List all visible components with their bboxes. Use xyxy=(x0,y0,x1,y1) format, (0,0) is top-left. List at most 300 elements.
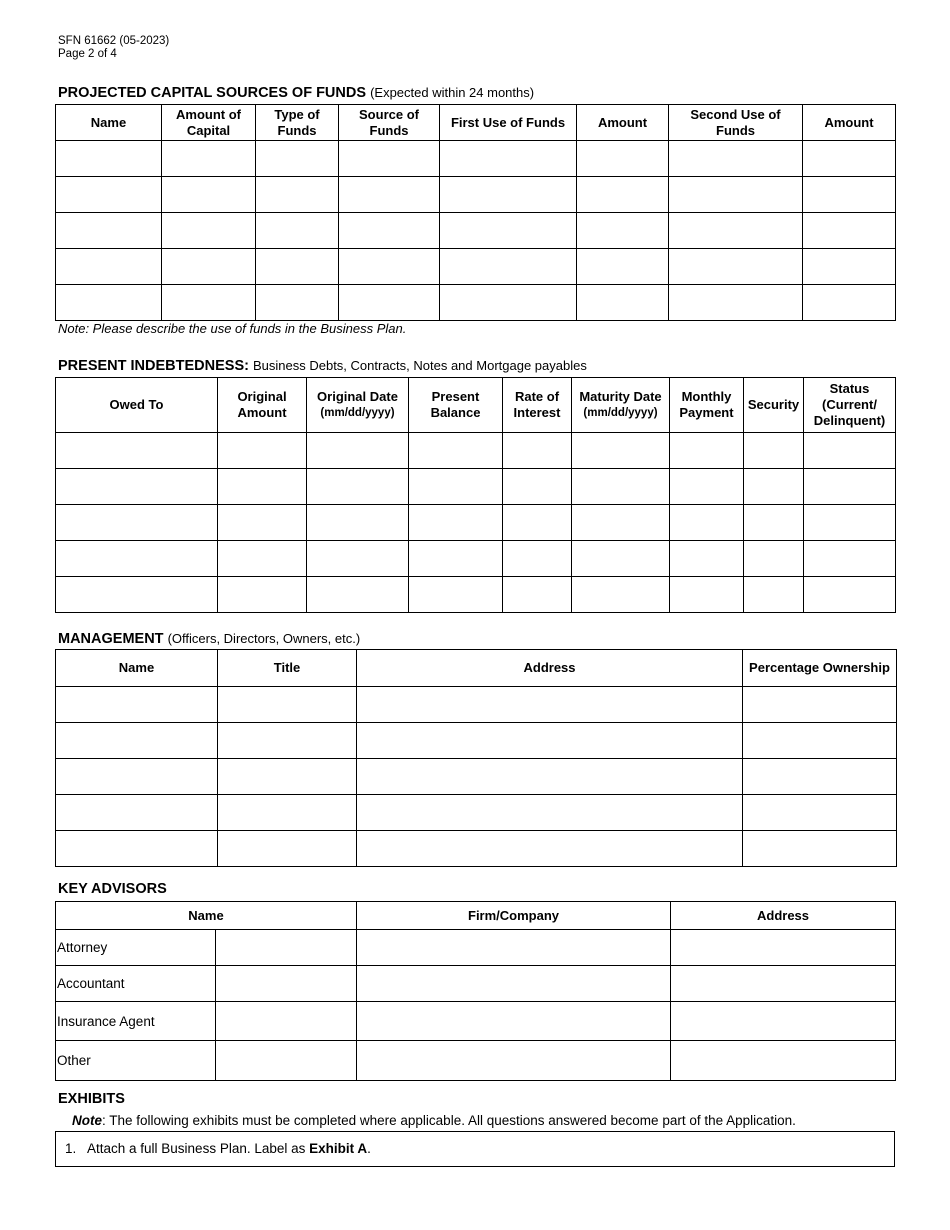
cell-input[interactable] xyxy=(804,296,894,310)
form-cell[interactable] xyxy=(256,213,339,249)
advisor-address-input[interactable] xyxy=(672,941,894,955)
form-cell[interactable] xyxy=(804,505,896,541)
cell-input[interactable] xyxy=(578,224,667,238)
exhibits-heading: EXHIBITS xyxy=(58,1091,125,1107)
indebtedness-heading: PRESENT INDEBTEDNESS: xyxy=(58,358,249,374)
cell-input[interactable] xyxy=(504,480,570,494)
form-cell[interactable] xyxy=(56,285,162,321)
cell-input[interactable] xyxy=(670,296,801,310)
cell-input[interactable] xyxy=(358,698,741,712)
cell-input[interactable] xyxy=(410,480,501,494)
cell-input[interactable] xyxy=(670,224,801,238)
advisor-firm-field[interactable] xyxy=(357,1002,671,1041)
form-cell[interactable] xyxy=(804,541,896,577)
table-row xyxy=(56,505,896,541)
form-number: SFN 61662 (05-2023) xyxy=(58,35,170,47)
projected-capital-note: Note: Please describe the use of funds in the Business Plan. xyxy=(58,321,407,336)
advisor-name-field[interactable] xyxy=(216,930,357,966)
cell-input[interactable] xyxy=(504,516,570,530)
form-cell[interactable] xyxy=(744,577,804,613)
form-cell[interactable] xyxy=(56,541,218,577)
cell-input[interactable] xyxy=(57,552,216,566)
form-cell[interactable] xyxy=(503,505,572,541)
maturity-date-label: Maturity Date xyxy=(579,389,662,404)
cell-input[interactable] xyxy=(804,260,894,274)
form-cell[interactable] xyxy=(357,831,743,867)
cell-input[interactable] xyxy=(504,588,570,602)
cell-input[interactable] xyxy=(745,480,802,494)
cell-input[interactable] xyxy=(441,224,575,238)
form-cell[interactable] xyxy=(440,285,577,321)
exhibits-note-label: Note xyxy=(72,1113,102,1128)
cell-input[interactable] xyxy=(57,188,160,202)
advisor-label-other: Other xyxy=(56,1041,216,1081)
cell-input[interactable] xyxy=(57,698,216,712)
cell-input[interactable] xyxy=(744,698,895,712)
management-heading: MANAGEMENT xyxy=(58,631,164,647)
form-cell[interactable] xyxy=(256,177,339,213)
advisor-name-input[interactable] xyxy=(217,977,355,991)
cell-input[interactable] xyxy=(57,224,160,238)
cell-input[interactable] xyxy=(671,552,742,566)
form-cell[interactable] xyxy=(307,469,409,505)
cell-input[interactable] xyxy=(163,260,254,274)
cell-input[interactable] xyxy=(163,224,254,238)
cell-input[interactable] xyxy=(441,296,575,310)
cell-input[interactable] xyxy=(340,296,438,310)
cell-input[interactable] xyxy=(670,260,801,274)
exhibit-item-label: Exhibit A xyxy=(309,1141,368,1156)
cell-input[interactable] xyxy=(744,806,895,820)
form-cell[interactable] xyxy=(670,433,744,469)
form-cell[interactable] xyxy=(669,177,803,213)
form-cell[interactable] xyxy=(804,469,896,505)
cell-input[interactable] xyxy=(57,770,216,784)
cell-input[interactable] xyxy=(805,444,894,458)
page-number: Page 2 of 4 xyxy=(58,48,117,60)
cell-input[interactable] xyxy=(671,444,742,458)
cell-input[interactable] xyxy=(744,734,895,748)
col-header-amount-2: Amount xyxy=(803,105,896,141)
cell-input[interactable] xyxy=(441,260,575,274)
form-cell[interactable] xyxy=(440,213,577,249)
cell-input[interactable] xyxy=(805,516,894,530)
form-cell[interactable] xyxy=(162,249,256,285)
cell-input[interactable] xyxy=(257,188,337,202)
cell-input[interactable] xyxy=(573,480,668,494)
form-cell[interactable] xyxy=(218,831,357,867)
management-table xyxy=(55,649,897,867)
form-cell[interactable] xyxy=(577,177,669,213)
form-cell[interactable] xyxy=(357,759,743,795)
form-cell[interactable] xyxy=(503,433,572,469)
form-cell[interactable] xyxy=(803,285,896,321)
indebtedness-title xyxy=(58,358,587,374)
form-cell[interactable] xyxy=(804,577,896,613)
cell-input[interactable] xyxy=(573,444,668,458)
table-row xyxy=(56,285,896,321)
form-cell[interactable] xyxy=(744,433,804,469)
col-header-owed-to: Owed To xyxy=(56,378,218,433)
form-cell[interactable] xyxy=(218,433,307,469)
form-cell[interactable] xyxy=(218,469,307,505)
cell-input[interactable] xyxy=(308,444,407,458)
form-cell[interactable] xyxy=(572,541,670,577)
form-cell[interactable] xyxy=(56,469,218,505)
advisor-firm-input[interactable] xyxy=(358,1054,669,1068)
form-cell[interactable] xyxy=(218,759,357,795)
form-cell[interactable] xyxy=(440,249,577,285)
cell-input[interactable] xyxy=(573,552,668,566)
form-cell[interactable] xyxy=(803,141,896,177)
form-cell[interactable] xyxy=(409,541,503,577)
form-cell[interactable] xyxy=(503,469,572,505)
col-header-amount-of-capital: Amount of Capital xyxy=(162,105,256,141)
cell-input[interactable] xyxy=(340,260,438,274)
form-cell[interactable] xyxy=(744,541,804,577)
cell-input[interactable] xyxy=(504,444,570,458)
col-header-status: Status (Current/ Delinquent) xyxy=(804,378,896,433)
advisor-address-field[interactable] xyxy=(671,1002,896,1041)
cell-input[interactable] xyxy=(805,588,894,602)
cell-input[interactable] xyxy=(358,734,741,748)
cell-input[interactable] xyxy=(573,588,668,602)
advisor-firm-input[interactable] xyxy=(358,977,669,991)
form-cell[interactable] xyxy=(572,505,670,541)
key-advisors-table xyxy=(55,901,896,1081)
cell-input[interactable] xyxy=(57,480,216,494)
form-cell[interactable] xyxy=(256,141,339,177)
cell-input[interactable] xyxy=(219,588,305,602)
advisor-row-accountant xyxy=(56,966,896,1002)
cell-input[interactable] xyxy=(745,552,802,566)
cell-input[interactable] xyxy=(219,444,305,458)
cell-input[interactable] xyxy=(257,152,337,166)
form-cell[interactable] xyxy=(409,505,503,541)
form-cell[interactable] xyxy=(256,249,339,285)
form-cell[interactable] xyxy=(218,723,357,759)
cell-input[interactable] xyxy=(804,188,894,202)
form-cell[interactable] xyxy=(744,469,804,505)
col-header-security: Security xyxy=(744,378,804,433)
advisor-row-attorney xyxy=(56,930,896,966)
form-cell[interactable] xyxy=(56,213,162,249)
exhibit-item-text: Attach a full Business Plan. Label as xyxy=(87,1141,310,1156)
form-cell[interactable] xyxy=(669,249,803,285)
form-cell[interactable] xyxy=(339,141,440,177)
form-cell[interactable] xyxy=(803,213,896,249)
exhibit-item-end: . xyxy=(367,1141,371,1156)
cell-input[interactable] xyxy=(219,552,305,566)
cell-input[interactable] xyxy=(57,152,160,166)
form-cell[interactable] xyxy=(357,687,743,723)
cell-input[interactable] xyxy=(578,188,667,202)
form-cell[interactable] xyxy=(218,577,307,613)
form-cell[interactable] xyxy=(56,795,218,831)
form-cell[interactable] xyxy=(307,577,409,613)
cell-input[interactable] xyxy=(219,480,305,494)
form-cell[interactable] xyxy=(162,141,256,177)
cell-input[interactable] xyxy=(410,516,501,530)
key-advisors-heading: KEY ADVISORS xyxy=(58,881,167,897)
form-cell[interactable] xyxy=(256,285,339,321)
cell-input[interactable] xyxy=(163,188,254,202)
advisor-firm-input[interactable] xyxy=(358,941,669,955)
form-cell[interactable] xyxy=(307,505,409,541)
cell-input[interactable] xyxy=(670,188,801,202)
advisor-address-field[interactable] xyxy=(671,966,896,1002)
cell-input[interactable] xyxy=(57,444,216,458)
cell-input[interactable] xyxy=(57,296,160,310)
form-cell[interactable] xyxy=(743,723,897,759)
cell-input[interactable] xyxy=(745,516,802,530)
cell-input[interactable] xyxy=(163,296,254,310)
form-cell[interactable] xyxy=(56,831,218,867)
cell-input[interactable] xyxy=(57,806,216,820)
form-cell[interactable] xyxy=(339,285,440,321)
cell-input[interactable] xyxy=(410,444,501,458)
form-cell[interactable] xyxy=(503,541,572,577)
cell-input[interactable] xyxy=(744,770,895,784)
cell-input[interactable] xyxy=(441,152,575,166)
cell-input[interactable] xyxy=(578,260,667,274)
advisor-label-attorney: Attorney xyxy=(56,930,216,966)
col-header-mgmt-address: Address xyxy=(357,650,743,687)
cell-input[interactable] xyxy=(57,842,216,856)
table-row xyxy=(56,141,896,177)
cell-input[interactable] xyxy=(257,260,337,274)
cell-input[interactable] xyxy=(57,516,216,530)
form-cell[interactable] xyxy=(577,213,669,249)
management-title xyxy=(58,631,360,647)
cell-input[interactable] xyxy=(340,188,438,202)
form-cell[interactable] xyxy=(744,505,804,541)
cell-input[interactable] xyxy=(745,444,802,458)
advisor-name-field[interactable] xyxy=(216,1041,357,1081)
form-cell[interactable] xyxy=(804,433,896,469)
form-cell[interactable] xyxy=(56,759,218,795)
form-cell[interactable] xyxy=(670,469,744,505)
projected-capital-heading: PROJECTED CAPITAL SOURCES OF FUNDS xyxy=(58,85,367,101)
col-header-original-amount: Original Amount xyxy=(218,378,307,433)
form-cell[interactable] xyxy=(357,795,743,831)
cell-input[interactable] xyxy=(804,152,894,166)
form-cell[interactable] xyxy=(670,505,744,541)
form-cell[interactable] xyxy=(339,213,440,249)
form-cell[interactable] xyxy=(162,177,256,213)
form-cell[interactable] xyxy=(503,577,572,613)
form-cell[interactable] xyxy=(743,687,897,723)
cell-input[interactable] xyxy=(805,480,894,494)
form-cell[interactable] xyxy=(577,285,669,321)
form-cell[interactable] xyxy=(218,505,307,541)
cell-input[interactable] xyxy=(671,588,742,602)
advisor-name-field[interactable] xyxy=(216,966,357,1002)
form-cell[interactable] xyxy=(803,177,896,213)
form-cell[interactable] xyxy=(409,469,503,505)
cell-input[interactable] xyxy=(804,224,894,238)
advisor-address-input[interactable] xyxy=(672,1054,894,1068)
exhibits-note-text: : The following exhibits must be completed where applicable. All questions answered become part of the Application. xyxy=(102,1113,796,1128)
cell-input[interactable] xyxy=(219,842,355,856)
advisor-row-other xyxy=(56,1041,896,1081)
form-cell[interactable] xyxy=(56,249,162,285)
form-cell[interactable] xyxy=(577,249,669,285)
advisor-name-input[interactable] xyxy=(217,941,355,955)
table-row xyxy=(56,469,896,505)
cell-input[interactable] xyxy=(340,152,438,166)
col-header-maturity-date xyxy=(572,378,670,433)
table-row xyxy=(56,795,897,831)
cell-input[interactable] xyxy=(410,552,501,566)
cell-input[interactable] xyxy=(573,516,668,530)
advisor-address-input[interactable] xyxy=(672,977,894,991)
cell-input[interactable] xyxy=(257,224,337,238)
cell-input[interactable] xyxy=(57,734,216,748)
cell-input[interactable] xyxy=(578,152,667,166)
form-cell[interactable] xyxy=(572,433,670,469)
cell-input[interactable] xyxy=(504,552,570,566)
cell-input[interactable] xyxy=(671,480,742,494)
table-row xyxy=(56,541,896,577)
cell-input[interactable] xyxy=(219,698,355,712)
cell-input[interactable] xyxy=(57,588,216,602)
form-cell[interactable] xyxy=(56,723,218,759)
form-cell[interactable] xyxy=(670,577,744,613)
exhibit-item-number: 1. xyxy=(65,1141,77,1156)
advisor-row-insurance-agent xyxy=(56,1002,896,1041)
form-cell[interactable] xyxy=(56,687,218,723)
form-cell[interactable] xyxy=(572,469,670,505)
maturity-date-format: (mm/dd/yyyy) xyxy=(583,407,658,419)
col-header-mgmt-name: Name xyxy=(56,650,218,687)
col-header-mgmt-title: Title xyxy=(218,650,357,687)
form-cell[interactable] xyxy=(162,285,256,321)
cell-input[interactable] xyxy=(358,842,741,856)
col-header-mgmt-ownership: Percentage Ownership xyxy=(743,650,897,687)
form-cell[interactable] xyxy=(743,831,897,867)
col-header-present-balance: Present Balance xyxy=(409,378,503,433)
form-cell[interactable] xyxy=(56,577,218,613)
cell-input[interactable] xyxy=(308,516,407,530)
col-header-amount: Amount xyxy=(577,105,669,141)
table-row xyxy=(56,249,896,285)
table-row xyxy=(56,759,897,795)
cell-input[interactable] xyxy=(57,260,160,274)
advisor-label-insurance-agent: Insurance Agent xyxy=(56,1002,216,1041)
advisor-firm-input[interactable] xyxy=(358,1014,669,1028)
projected-capital-table xyxy=(55,104,896,321)
cell-input[interactable] xyxy=(219,516,305,530)
form-cell[interactable] xyxy=(409,433,503,469)
cell-input[interactable] xyxy=(308,480,407,494)
form-cell[interactable] xyxy=(803,249,896,285)
form-cell[interactable] xyxy=(56,505,218,541)
cell-input[interactable] xyxy=(219,806,355,820)
form-cell[interactable] xyxy=(307,433,409,469)
form-cell[interactable] xyxy=(339,177,440,213)
management-subtitle: (Officers, Directors, Owners, etc.) xyxy=(167,631,361,646)
form-cell[interactable] xyxy=(669,213,803,249)
col-header-advisor-address: Address xyxy=(671,902,896,930)
advisor-name-input[interactable] xyxy=(217,1014,355,1028)
col-header-second-use-of-funds: Second Use of Funds xyxy=(669,105,803,141)
form-cell[interactable] xyxy=(577,141,669,177)
cell-input[interactable] xyxy=(308,588,407,602)
form-cell[interactable] xyxy=(218,795,357,831)
form-header xyxy=(58,35,169,61)
advisor-name-field[interactable] xyxy=(216,1002,357,1041)
form-cell[interactable] xyxy=(56,177,162,213)
cell-input[interactable] xyxy=(219,734,355,748)
cell-input[interactable] xyxy=(744,842,895,856)
original-date-format: (mm/dd/yyyy) xyxy=(320,407,395,419)
col-header-first-use-of-funds: First Use of Funds xyxy=(440,105,577,141)
cell-input[interactable] xyxy=(358,770,741,784)
form-cell[interactable] xyxy=(409,577,503,613)
cell-input[interactable] xyxy=(805,552,894,566)
cell-input[interactable] xyxy=(671,516,742,530)
cell-input[interactable] xyxy=(745,588,802,602)
cell-input[interactable] xyxy=(410,588,501,602)
form-cell[interactable] xyxy=(440,177,577,213)
cell-input[interactable] xyxy=(358,806,741,820)
advisor-address-field[interactable] xyxy=(671,930,896,966)
form-cell[interactable] xyxy=(743,795,897,831)
advisor-address-input[interactable] xyxy=(672,1014,894,1028)
key-advisors-title xyxy=(58,881,167,897)
form-cell[interactable] xyxy=(670,541,744,577)
cell-input[interactable] xyxy=(670,152,801,166)
form-cell[interactable] xyxy=(162,213,256,249)
projected-capital-subtitle: (Expected within 24 months) xyxy=(370,85,535,100)
advisor-name-input[interactable] xyxy=(217,1054,355,1068)
cell-input[interactable] xyxy=(578,296,667,310)
original-date-label: Original Date xyxy=(317,389,398,404)
col-header-type-of-funds: Type of Funds xyxy=(256,105,339,141)
exhibit-item xyxy=(55,1131,895,1167)
form-cell[interactable] xyxy=(307,541,409,577)
form-cell[interactable] xyxy=(56,433,218,469)
form-cell[interactable] xyxy=(743,759,897,795)
table-row xyxy=(56,723,897,759)
advisor-firm-field[interactable] xyxy=(357,930,671,966)
col-header-source-of-funds: Source of Funds xyxy=(339,105,440,141)
form-cell[interactable] xyxy=(572,577,670,613)
form-cell[interactable] xyxy=(440,141,577,177)
table-row xyxy=(56,687,897,723)
cell-input[interactable] xyxy=(257,296,337,310)
cell-input[interactable] xyxy=(340,224,438,238)
table-row xyxy=(56,213,896,249)
advisor-label-accountant: Accountant xyxy=(56,966,216,1002)
form-cell[interactable] xyxy=(218,541,307,577)
cell-input[interactable] xyxy=(441,188,575,202)
form-cell[interactable] xyxy=(669,285,803,321)
form-cell[interactable] xyxy=(357,723,743,759)
cell-input[interactable] xyxy=(163,152,254,166)
form-cell[interactable] xyxy=(218,687,357,723)
form-cell[interactable] xyxy=(669,141,803,177)
cell-input[interactable] xyxy=(219,770,355,784)
advisor-firm-field[interactable] xyxy=(357,1041,671,1081)
col-header-monthly-payment: Monthly Payment xyxy=(670,378,744,433)
advisor-address-field[interactable] xyxy=(671,1041,896,1081)
advisor-firm-field[interactable] xyxy=(357,966,671,1002)
form-cell[interactable] xyxy=(56,141,162,177)
cell-input[interactable] xyxy=(308,552,407,566)
form-cell[interactable] xyxy=(339,249,440,285)
